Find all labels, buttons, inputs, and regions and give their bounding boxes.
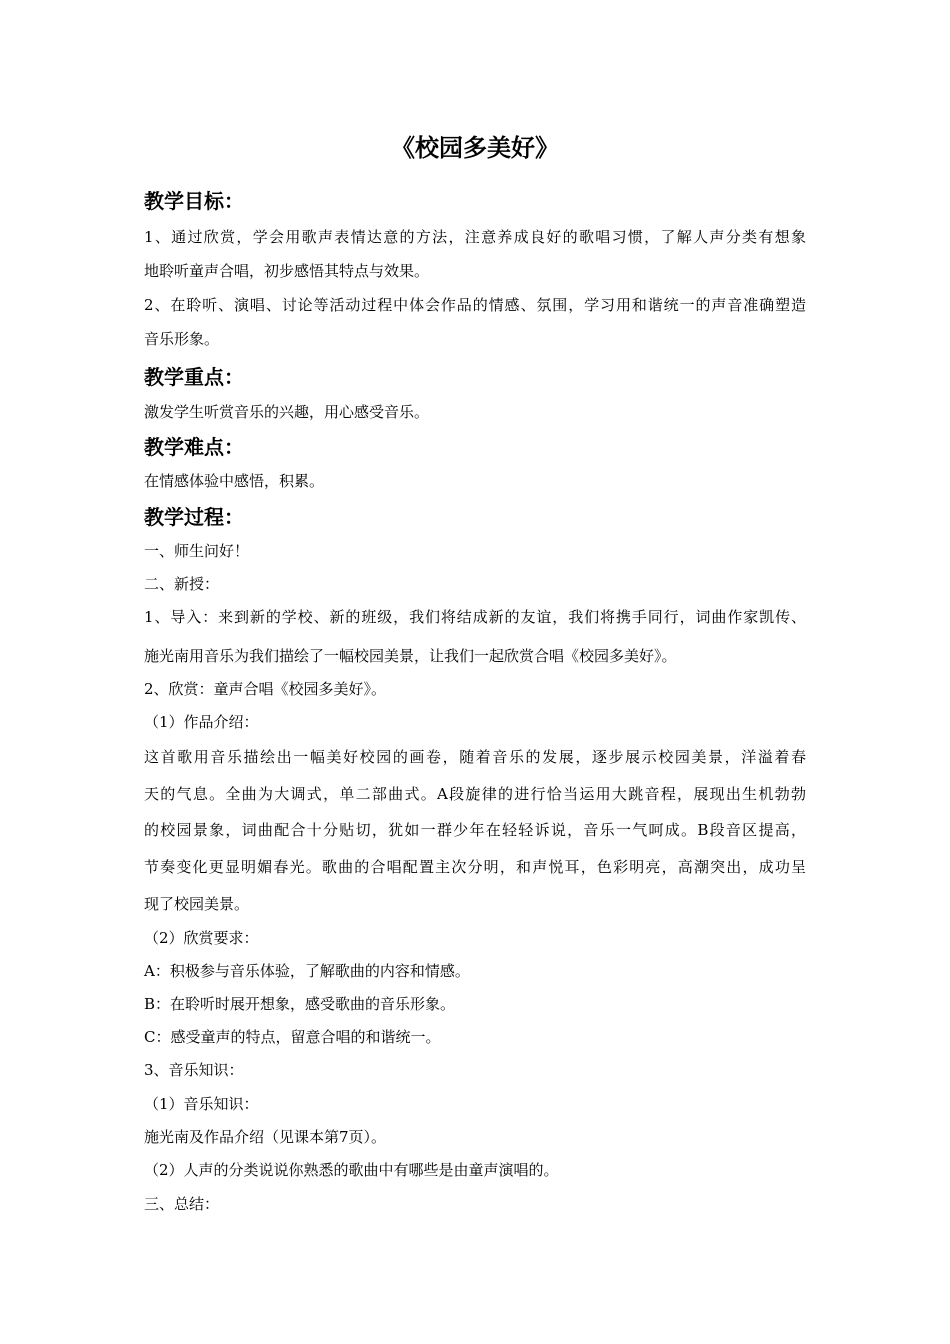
objectives-line-3: 2、在聆听、演唱、讨论等活动过程中体会作品的情感、氛围，学习用和谐统一的声音准确塑造 [144, 296, 806, 314]
process-line-10: 节奏变化更显明媚春光。歌曲的合唱配置主次分明，和声悦耳，色彩明亮，高潮突出，成功呈 [144, 858, 806, 876]
difficulties-heading: 教学难点： [144, 435, 244, 459]
process-line-2: 二、新授： [144, 575, 220, 593]
process-line-15: C：感受童声的特点，留意合唱的和谐统一。 [144, 1028, 441, 1046]
process-line-14: B：在聆听时展开想象，感受歌曲的音乐形象。 [144, 995, 456, 1013]
process-line-5: 2、欣赏：童声合唱《校园多美好》。 [144, 680, 387, 698]
process-line-13: A：积极参与音乐体验，了解歌曲的内容和情感。 [144, 962, 470, 980]
process-line-18: 施光南及作品介绍（见课本第7页）。 [144, 1128, 387, 1146]
objectives-line-1: 1、通过欣赏，学会用歌声表情达意的方法，注意养成良好的歌唱习惯，了解人声分类有想象 [144, 228, 806, 246]
process-line-7: 这首歌用音乐描绘出一幅美好校园的画卷，随着音乐的发展，逐步展示校园美景，洋溢着春 [144, 748, 806, 766]
process-line-9: 的校园景象，词曲配合十分贴切，犹如一群少年在轻轻诉说，音乐一气呵成。B段音区提高， [144, 821, 806, 839]
process-line-11: 现了校园美景。 [144, 895, 250, 913]
process-line-3: 1、导入：来到新的学校、新的班级，我们将结成新的友谊，我们将携手同行，词曲作家凯传、 [144, 608, 806, 626]
process-heading: 教学过程： [144, 505, 244, 529]
process-line-12: （2）欣赏要求： [144, 929, 259, 947]
document-title: 《校园多美好》 [391, 134, 559, 162]
process-line-4: 施光南用音乐为我们描绘了一幅校园美景，让我们一起欣赏合唱《校园多美好》。 [144, 647, 677, 665]
key-points-line-1: 激发学生听赏音乐的兴趣，用心感受音乐。 [144, 403, 430, 421]
key-points-heading: 教学重点： [144, 365, 244, 389]
process-line-17: （1）音乐知识： [144, 1095, 259, 1113]
process-line-6: （1）作品介绍： [144, 713, 259, 731]
process-line-19: （2）人声的分类说说你熟悉的歌曲中有哪些是由童声演唱的。 [144, 1161, 559, 1179]
process-line-16: 3、音乐知识： [144, 1061, 244, 1079]
process-line-8: 天的气息。全曲为大调式，单二部曲式。A段旋律的进行恰当运用大跳音程，展现出生机勃勃 [144, 785, 806, 803]
difficulties-line-1: 在情感体验中感悟，积累。 [144, 472, 325, 490]
process-line-1: 一、师生问好！ [144, 542, 250, 560]
objectives-heading: 教学目标： [144, 189, 244, 213]
objectives-line-4: 音乐形象。 [144, 330, 220, 348]
objectives-line-2: 地聆听童声合唱，初步感悟其特点与效果。 [144, 262, 430, 280]
process-line-20: 三、总结： [144, 1195, 220, 1213]
